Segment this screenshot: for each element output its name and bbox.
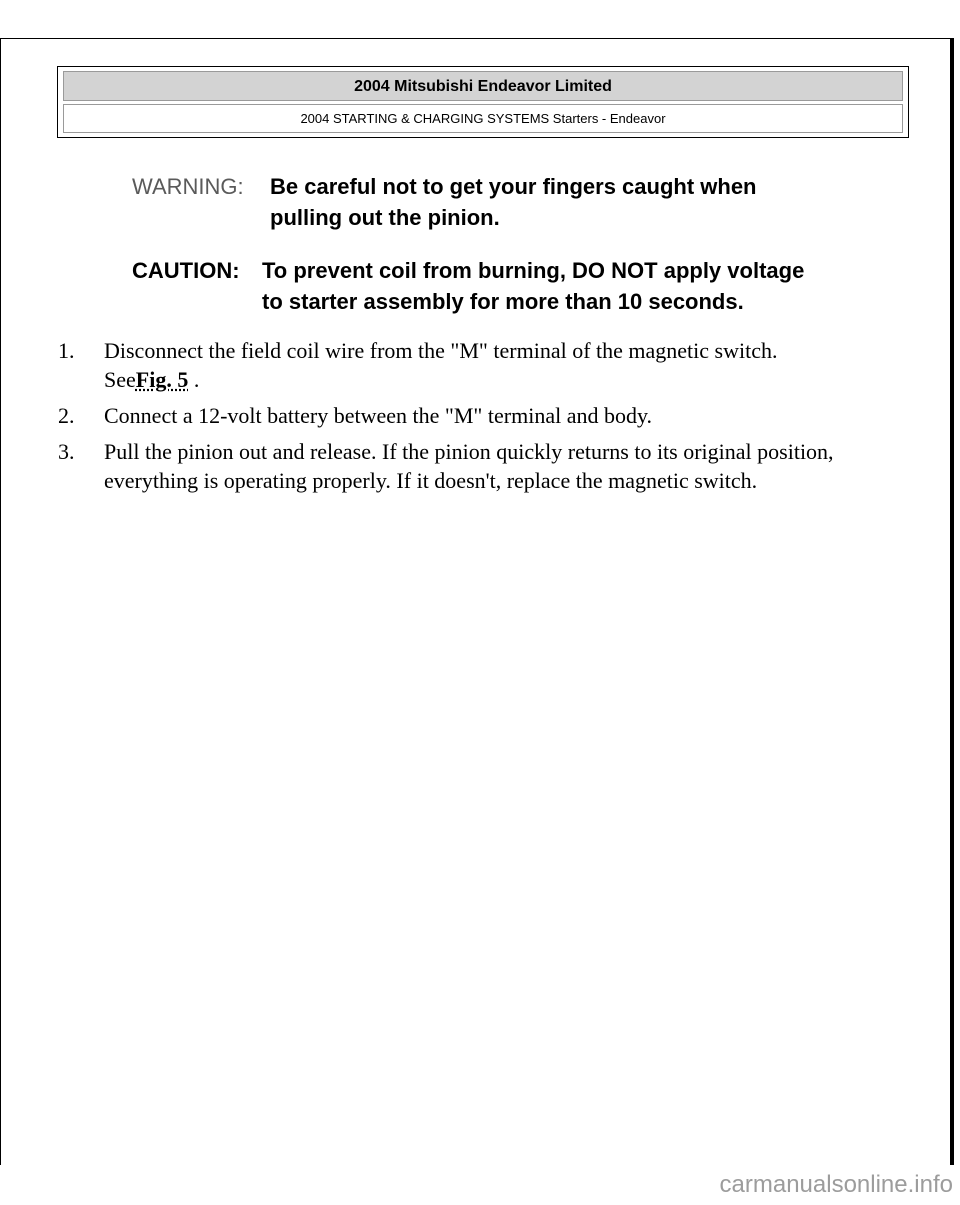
warning-notice bbox=[132, 171, 912, 235]
footer-watermark: carmanualsonline.info bbox=[719, 1171, 953, 1198]
step-text: Pull the pinion out and release. If the pinion quickly returns to its original position, everything is operating properly. If it doesn't, replace the magnetic switch. bbox=[104, 439, 834, 493]
list-item bbox=[58, 336, 888, 394]
warning-label: WARNING: bbox=[132, 174, 244, 199]
fig-5-link[interactable]: Fig. 5 bbox=[135, 367, 189, 392]
section-subtitle: 2004 STARTING & CHARGING SYSTEMS Starters - Endeavor bbox=[63, 104, 903, 133]
caution-label: CAUTION: bbox=[132, 258, 240, 283]
warning-line-2: pulling out the pinion. bbox=[270, 205, 500, 230]
warning-text bbox=[270, 171, 757, 233]
step-text: Connect a 12-volt battery between the "M" terminal and body. bbox=[104, 403, 653, 428]
caution-line-2: to starter assembly for more than 10 seconds. bbox=[262, 289, 744, 314]
list-item bbox=[58, 401, 888, 430]
vehicle-title: 2004 Mitsubishi Endeavor Limited bbox=[63, 71, 903, 101]
step-number: 2. bbox=[58, 403, 75, 428]
list-item bbox=[58, 437, 888, 495]
caution-notice bbox=[132, 255, 922, 319]
see-prefix: See bbox=[104, 367, 136, 392]
warning-line-1: Be careful not to get your fingers caught when bbox=[270, 174, 757, 199]
caution-text bbox=[262, 255, 804, 317]
step-number: 3. bbox=[58, 439, 75, 464]
step-text: Disconnect the field coil wire from the "M" terminal of the magnetic switch. bbox=[104, 338, 778, 363]
step-suffix: . bbox=[188, 367, 200, 392]
caution-line-1: To prevent coil from burning, DO NOT apply voltage bbox=[262, 258, 805, 283]
document-header bbox=[57, 66, 909, 138]
procedure-steps bbox=[58, 336, 888, 502]
step-number: 1. bbox=[58, 338, 75, 363]
